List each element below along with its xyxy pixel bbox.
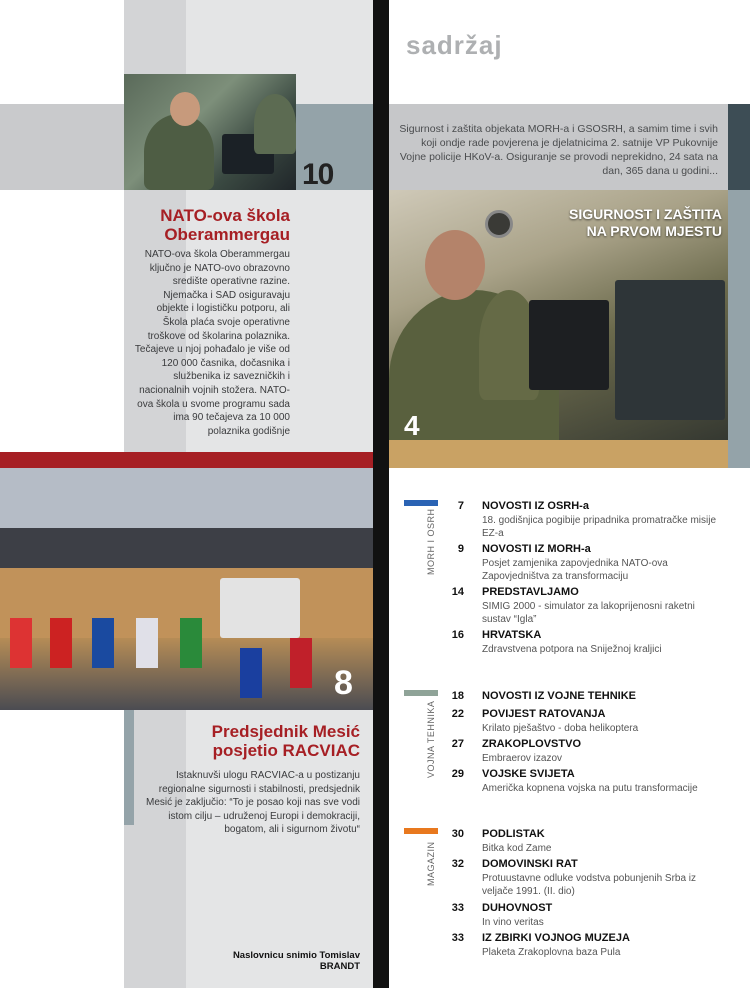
photo-racviac[interactable] bbox=[0, 468, 373, 710]
toc-page-number: 18 bbox=[451, 690, 464, 702]
flag bbox=[180, 618, 202, 668]
section-label-morh: MORH I OSRH bbox=[426, 508, 436, 575]
flag bbox=[10, 618, 32, 668]
toc-description: 18. godišnjica pogibije pripadnika promatračke misije EZ-a bbox=[482, 515, 717, 539]
toc-description: In vino veritas bbox=[482, 917, 544, 928]
toc-page-number: 33 bbox=[451, 902, 464, 914]
toc-page-number: 27 bbox=[451, 738, 464, 750]
section-label-magazin: MAGAZIN bbox=[426, 841, 436, 886]
feature-title-security[interactable]: SIGURNOST I ZAŠTITA NA PRVOM MJESTU bbox=[569, 206, 722, 239]
soldier-head bbox=[425, 230, 485, 300]
feature-title-mesic[interactable]: Predsjednik Mesić posjetio RACVIAC bbox=[211, 722, 360, 760]
toc-page-number: 7 bbox=[457, 500, 464, 512]
toc-title: VOJSKE SVIJETA bbox=[482, 768, 575, 780]
toc-title: IZ ZBIRKI VOJNOG MUZEJA bbox=[482, 932, 630, 944]
toc-page-number: 33 bbox=[451, 932, 464, 944]
toc-page-number: 30 bbox=[451, 828, 464, 840]
toc-page-number: 32 bbox=[451, 858, 464, 870]
flag bbox=[240, 648, 262, 698]
photo-nato-school[interactable] bbox=[124, 74, 296, 190]
feature-body-mesic: Istaknuvši ulogu RACVIAC-a u postizanju regionalne sigurnosti i stabilnosti, predsjednik Mesić je zaključio: “To je posao koji nas sve vodi istom cilju – udruženoj Europi i demokraciji, bogatom, ali i sigurnom životu“ bbox=[146, 770, 360, 836]
toc-page-number: 16 bbox=[451, 629, 464, 641]
toc-page-number: 9 bbox=[457, 543, 464, 555]
toc-page-number: 14 bbox=[451, 586, 464, 598]
section-label-vojna-tehnika: VOJNA TEHNIKA bbox=[426, 700, 436, 778]
page-number-badge: 10 bbox=[302, 158, 334, 191]
toc-title: ZRAKOPLOVSTVO bbox=[482, 738, 582, 750]
right-strip-dark bbox=[728, 104, 750, 190]
page-number-badge: 8 bbox=[334, 664, 353, 702]
soldier-figure bbox=[254, 94, 296, 154]
flag bbox=[290, 638, 312, 688]
feature-title-nato[interactable]: NATO-ova škola Oberammergau bbox=[160, 206, 290, 244]
toc-title: PREDSTAVLJAMO bbox=[482, 586, 579, 598]
red-strip bbox=[0, 452, 373, 468]
computer bbox=[220, 578, 300, 638]
toc-description: Plaketa Zrakoplovna baza Pula bbox=[482, 947, 621, 958]
accent-bar bbox=[124, 710, 134, 825]
flag bbox=[50, 618, 72, 668]
section-bar-vojna-tehnika bbox=[404, 690, 438, 696]
soldier-head bbox=[170, 92, 200, 126]
toc-title: DOMOVINSKI RAT bbox=[482, 858, 578, 870]
monitor-wall bbox=[615, 280, 725, 420]
toc-description: Krilato pješaštvo - doba helikoptera bbox=[482, 723, 639, 734]
toc-description: Bitka kod Zame bbox=[482, 843, 552, 854]
toc-description: Embraerov izazov bbox=[482, 753, 563, 764]
toc-description: Američka kopnena vojska na putu transformacije bbox=[482, 783, 698, 794]
toc-title: NOVOSTI IZ MORH-a bbox=[482, 543, 591, 555]
monitor bbox=[529, 300, 609, 390]
toc-title: DUHOVNOST bbox=[482, 902, 553, 914]
toc-title: PODLISTAK bbox=[482, 828, 545, 840]
toc-title: NOVOSTI IZ VOJNE TEHNIKE bbox=[482, 690, 637, 702]
toc-description: SIMIG 2000 - simulator za lakoprijenosni raketni sustav “Igla” bbox=[482, 601, 695, 625]
page-number-badge: 4 bbox=[404, 410, 420, 441]
wall-clock bbox=[485, 210, 513, 238]
right-strip bbox=[728, 190, 750, 468]
toc-description: Zdravstvena potpora na Sniježnoj kraljici bbox=[482, 644, 662, 655]
toc-title: NOVOSTI IZ OSRH-a bbox=[482, 500, 589, 512]
black-divider bbox=[373, 0, 389, 988]
section-bar-magazin bbox=[404, 828, 438, 834]
cover-credit: Naslovnicu snimio Tomislav BRANDT bbox=[232, 950, 360, 972]
flag bbox=[136, 618, 158, 668]
toc-page-number: 22 bbox=[451, 708, 464, 720]
wall bbox=[0, 468, 373, 528]
toc-description: Posjet zamjenika zapovjednika NATO-ova Zapovjedništva za transformaciju bbox=[482, 558, 668, 582]
toc-title: POVIJEST RATOVANJA bbox=[482, 708, 606, 720]
intro-text: Sigurnost i zaštita objekata MORH-a i GSOSRH, a samim time i svih koji ondje rade povjerena je djelatnicima 2. satnije VP Pukovnije Vojne policije HKoV-a. Osiguranje se provodi neprekidno, 24 sata na dan, 365 dana u godini... bbox=[399, 123, 718, 177]
audience-row bbox=[0, 528, 373, 568]
feature-body-nato: NATO-ova škola Oberammergau ključno je NATO-ovo obrazovno središte operativne razine. Njemačka i SAD osiguravaju objekte i logističku potporu, ali Škola plaća svoje operativne troškove od školarina polaznika. Tečajeve u njoj pohađalo je više od 120 000 časnika, dočasnika i službenika iz savezničkih i nacionalnih vojnih stožera. NATO-ova škola u svome programu sada ima 90 tečajeva za 10 000 polaznika godišnje bbox=[134, 249, 290, 437]
section-bar-morh bbox=[404, 500, 438, 506]
desk bbox=[389, 440, 728, 468]
soldier-figure bbox=[144, 114, 214, 190]
flag bbox=[92, 618, 114, 668]
toc-title: HRVATSKA bbox=[482, 629, 542, 641]
toc-description: Protuustavne odluke vodstva pobunjenih Srba iz veljače 1991. (II. dio) bbox=[482, 873, 697, 897]
toc-page-number: 29 bbox=[451, 768, 464, 780]
page-title: sadržaj bbox=[406, 30, 503, 60]
